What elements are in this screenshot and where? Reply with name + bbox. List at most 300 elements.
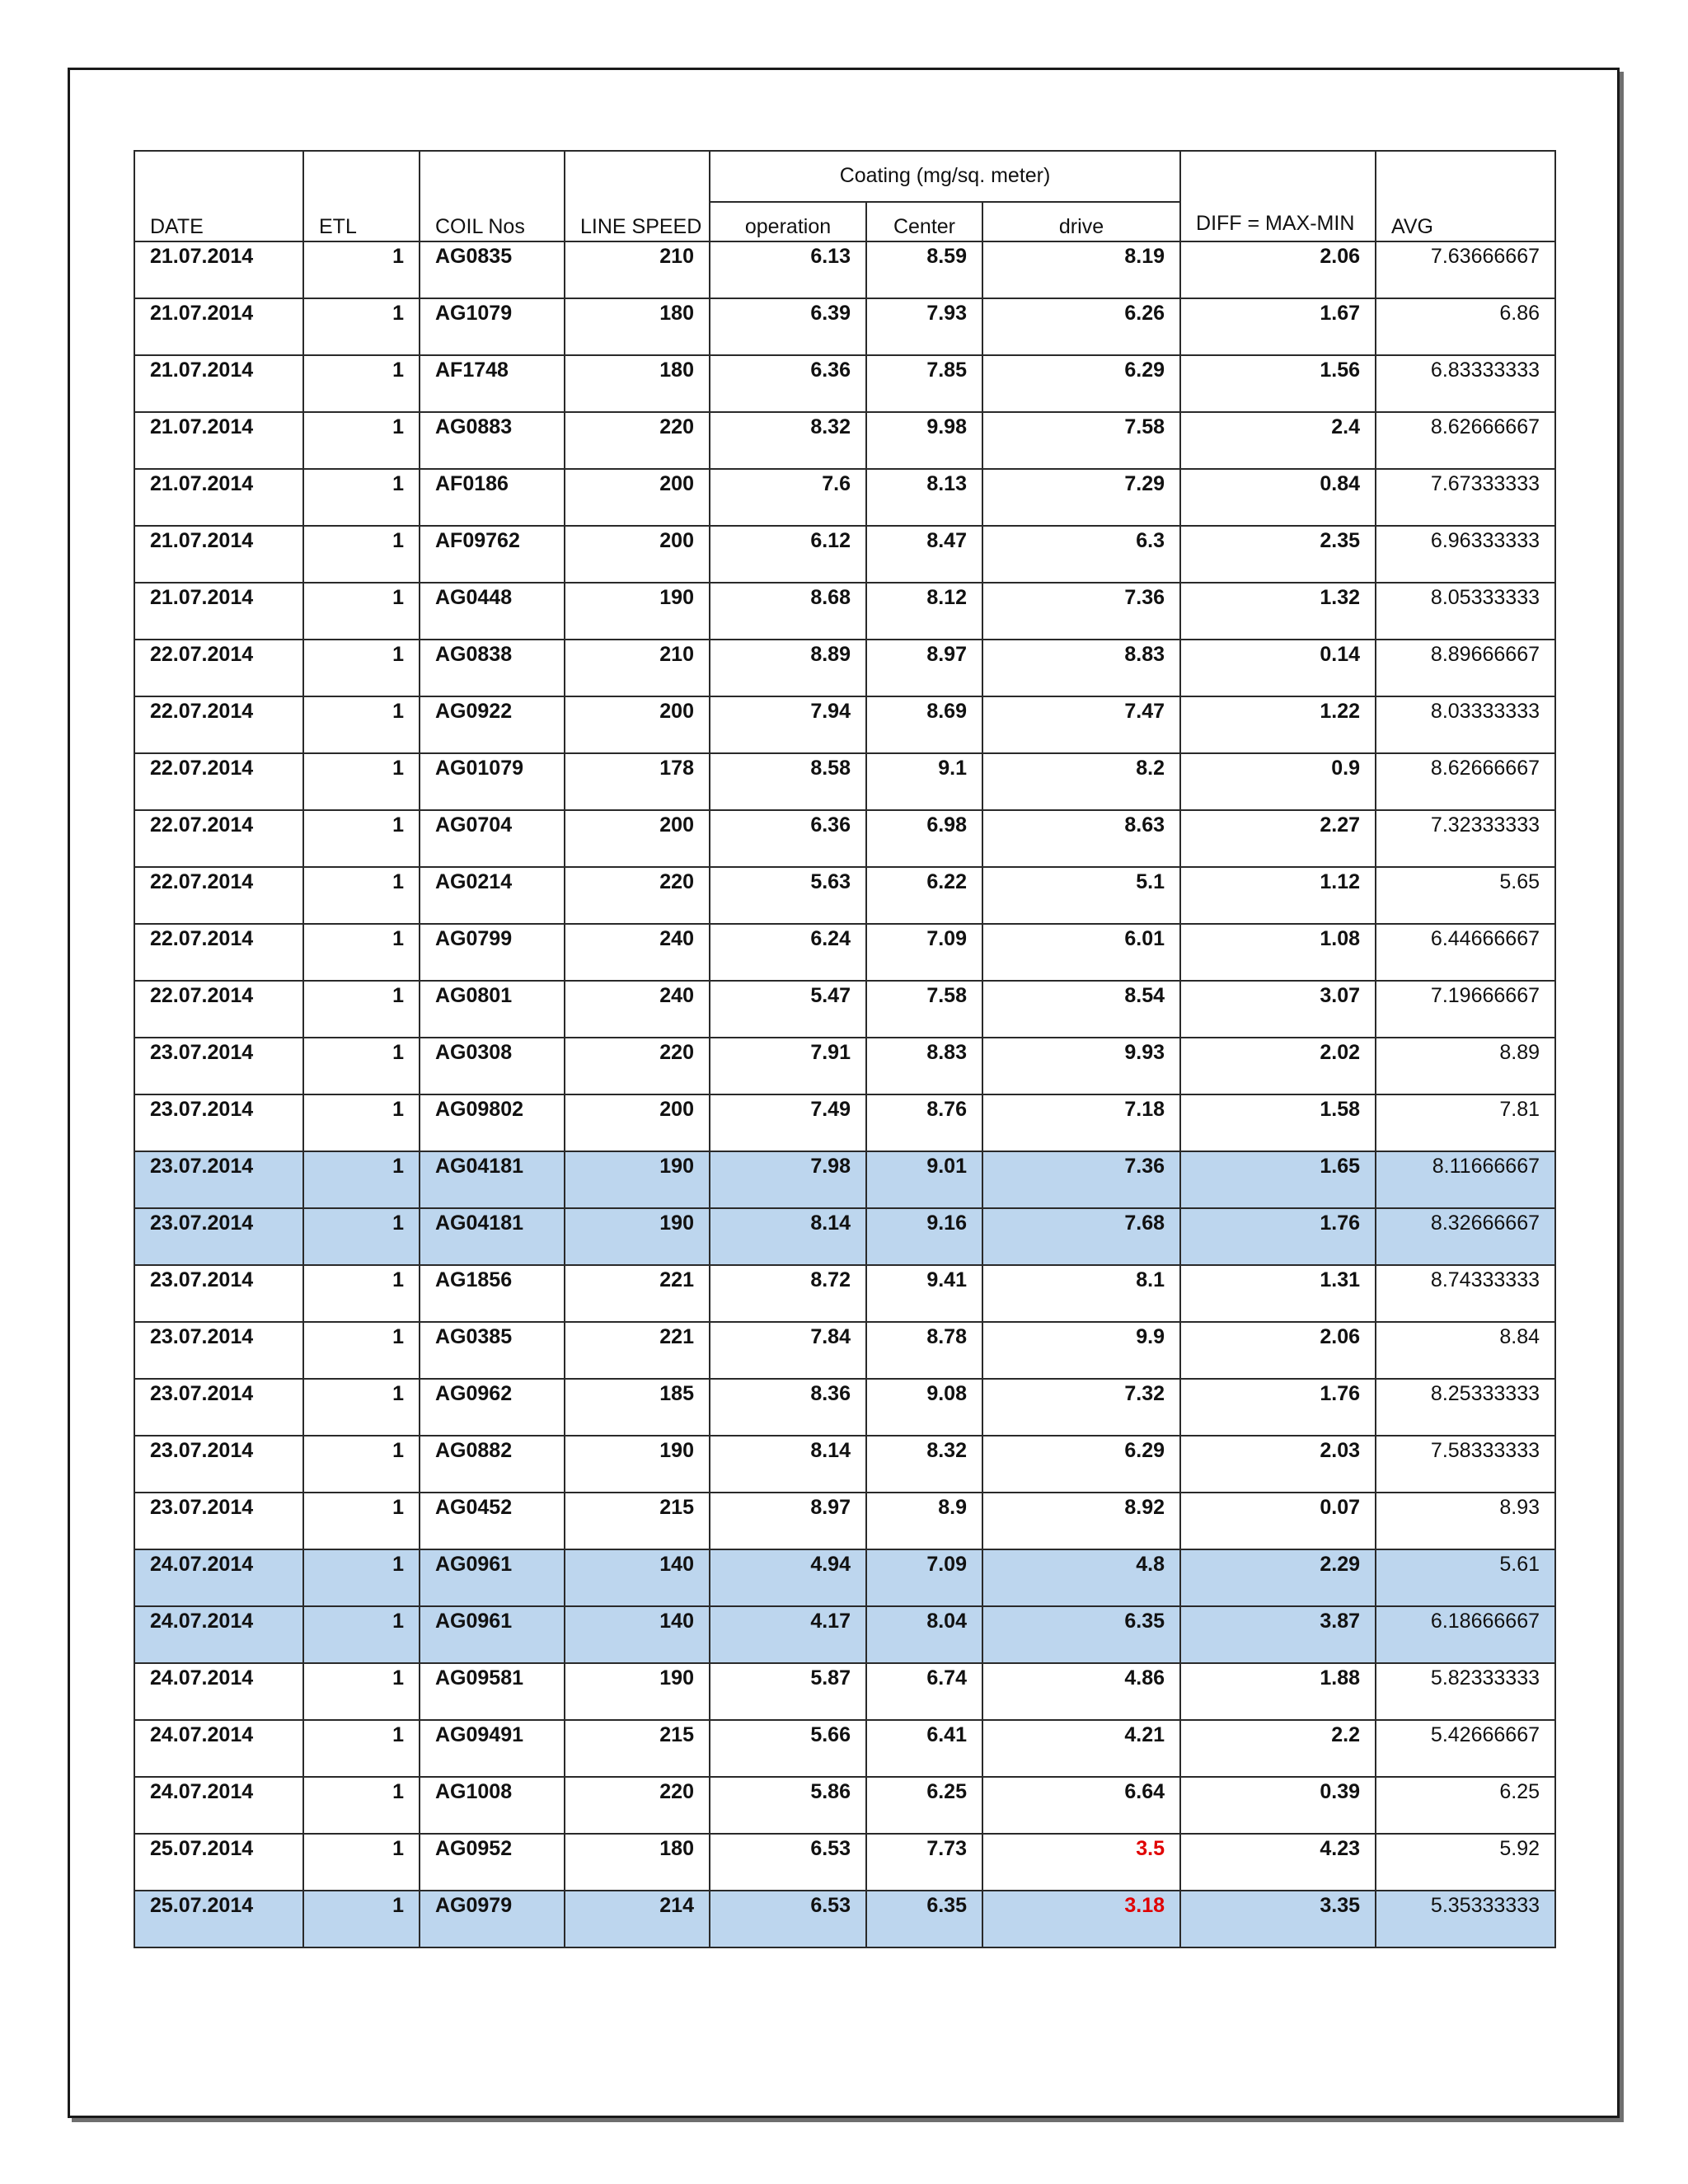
cell-avg: 8.03333333 <box>1376 696 1555 753</box>
cell-drive: 9.9 <box>982 1322 1180 1379</box>
cell-diff: 1.58 <box>1180 1094 1376 1151</box>
cell-coil-no: AG0952 <box>420 1834 565 1891</box>
table-row <box>134 412 1555 469</box>
cell-diff: 0.14 <box>1180 640 1376 696</box>
cell-coil-no: AG09491 <box>420 1720 565 1777</box>
cell-date: 25.07.2014 <box>134 1891 303 1947</box>
cell-drive: 7.32 <box>982 1379 1180 1436</box>
table-row <box>134 1094 1555 1151</box>
cell-drive: 6.3 <box>982 526 1180 583</box>
cell-coil-no: AG09581 <box>420 1663 565 1720</box>
cell-coil-no: AG1008 <box>420 1777 565 1834</box>
cell-line-speed: 178 <box>565 753 710 810</box>
cell-line-speed: 220 <box>565 1777 710 1834</box>
cell-line-speed: 190 <box>565 1208 710 1265</box>
cell-date: 21.07.2014 <box>134 355 303 412</box>
cell-line-speed: 180 <box>565 298 710 355</box>
table-row <box>134 1208 1555 1265</box>
header-date: DATE <box>134 151 303 241</box>
cell-line-speed: 185 <box>565 1379 710 1436</box>
table-row <box>134 753 1555 810</box>
cell-date: 21.07.2014 <box>134 583 303 640</box>
table-row <box>134 1663 1555 1720</box>
cell-date: 22.07.2014 <box>134 924 303 981</box>
table-row <box>134 1322 1555 1379</box>
cell-line-speed: 240 <box>565 924 710 981</box>
cell-etl: 1 <box>303 1151 420 1208</box>
cell-line-speed: 221 <box>565 1265 710 1322</box>
cell-coil-no: AG09802 <box>420 1094 565 1151</box>
cell-etl: 1 <box>303 1720 420 1777</box>
cell-avg: 6.18666667 <box>1376 1606 1555 1663</box>
table-row <box>134 1891 1555 1947</box>
cell-etl: 1 <box>303 1663 420 1720</box>
cell-date: 24.07.2014 <box>134 1777 303 1834</box>
cell-line-speed: 221 <box>565 1322 710 1379</box>
cell-date: 23.07.2014 <box>134 1208 303 1265</box>
cell-date: 21.07.2014 <box>134 469 303 526</box>
cell-diff: 1.22 <box>1180 696 1376 753</box>
cell-operation: 6.36 <box>710 355 866 412</box>
cell-avg: 5.92 <box>1376 1834 1555 1891</box>
cell-line-speed: 200 <box>565 810 710 867</box>
cell-operation: 6.39 <box>710 298 866 355</box>
cell-etl: 1 <box>303 241 420 298</box>
table-row <box>134 810 1555 867</box>
cell-avg: 8.93 <box>1376 1493 1555 1549</box>
cell-operation: 6.53 <box>710 1834 866 1891</box>
cell-line-speed: 200 <box>565 696 710 753</box>
cell-coil-no: AG0979 <box>420 1891 565 1947</box>
cell-coil-no: AG1856 <box>420 1265 565 1322</box>
cell-avg: 7.81 <box>1376 1094 1555 1151</box>
cell-drive: 6.26 <box>982 298 1180 355</box>
cell-line-speed: 180 <box>565 355 710 412</box>
cell-diff: 1.76 <box>1180 1208 1376 1265</box>
cell-drive: 6.29 <box>982 355 1180 412</box>
cell-center: 9.98 <box>866 412 982 469</box>
cell-line-speed: 200 <box>565 526 710 583</box>
cell-center: 9.1 <box>866 753 982 810</box>
cell-avg: 6.83333333 <box>1376 355 1555 412</box>
cell-avg: 6.86 <box>1376 298 1555 355</box>
cell-drive: 5.1 <box>982 867 1180 924</box>
cell-line-speed: 200 <box>565 1094 710 1151</box>
cell-etl: 1 <box>303 1436 420 1493</box>
cell-operation: 7.49 <box>710 1094 866 1151</box>
cell-diff: 2.2 <box>1180 1720 1376 1777</box>
cell-coil-no: AF1748 <box>420 355 565 412</box>
cell-diff: 0.84 <box>1180 469 1376 526</box>
cell-operation: 8.72 <box>710 1265 866 1322</box>
cell-operation: 8.89 <box>710 640 866 696</box>
cell-date: 21.07.2014 <box>134 298 303 355</box>
cell-line-speed: 140 <box>565 1606 710 1663</box>
cell-operation: 7.94 <box>710 696 866 753</box>
cell-center: 8.59 <box>866 241 982 298</box>
cell-etl: 1 <box>303 753 420 810</box>
cell-center: 6.35 <box>866 1891 982 1947</box>
cell-diff: 1.32 <box>1180 583 1376 640</box>
cell-drive: 4.8 <box>982 1549 1180 1606</box>
cell-diff: 1.65 <box>1180 1151 1376 1208</box>
cell-diff: 0.9 <box>1180 753 1376 810</box>
cell-coil-no: AG0838 <box>420 640 565 696</box>
table-row <box>134 1151 1555 1208</box>
cell-line-speed: 200 <box>565 469 710 526</box>
cell-etl: 1 <box>303 1208 420 1265</box>
cell-date: 22.07.2014 <box>134 867 303 924</box>
cell-etl: 1 <box>303 355 420 412</box>
cell-drive: 7.18 <box>982 1094 1180 1151</box>
cell-diff: 2.06 <box>1180 1322 1376 1379</box>
table-row <box>134 1265 1555 1322</box>
cell-drive: 3.5 <box>982 1834 1180 1891</box>
cell-avg: 7.58333333 <box>1376 1436 1555 1493</box>
cell-coil-no: AG04181 <box>420 1151 565 1208</box>
cell-line-speed: 190 <box>565 1436 710 1493</box>
cell-diff: 2.4 <box>1180 412 1376 469</box>
cell-center: 9.01 <box>866 1151 982 1208</box>
cell-operation: 6.53 <box>710 1891 866 1947</box>
table-row <box>134 583 1555 640</box>
cell-center: 7.09 <box>866 1549 982 1606</box>
cell-avg: 6.44666667 <box>1376 924 1555 981</box>
cell-operation: 7.84 <box>710 1322 866 1379</box>
header-avg: AVG <box>1376 151 1555 241</box>
header-diff: DIFF = MAX-MIN <box>1180 151 1376 241</box>
table-row <box>134 1038 1555 1094</box>
table-row <box>134 924 1555 981</box>
table-row <box>134 241 1555 298</box>
cell-center: 9.16 <box>866 1208 982 1265</box>
cell-coil-no: AG0961 <box>420 1549 565 1606</box>
table-row <box>134 1493 1555 1549</box>
cell-etl: 1 <box>303 1606 420 1663</box>
cell-date: 21.07.2014 <box>134 241 303 298</box>
cell-diff: 1.88 <box>1180 1663 1376 1720</box>
cell-center: 7.09 <box>866 924 982 981</box>
table-body <box>134 241 1555 1947</box>
cell-center: 8.69 <box>866 696 982 753</box>
cell-operation: 4.17 <box>710 1606 866 1663</box>
cell-coil-no: AG1079 <box>420 298 565 355</box>
cell-date: 23.07.2014 <box>134 1379 303 1436</box>
cell-center: 7.85 <box>866 355 982 412</box>
cell-diff: 3.07 <box>1180 981 1376 1038</box>
cell-operation: 4.94 <box>710 1549 866 1606</box>
cell-center: 6.74 <box>866 1663 982 1720</box>
table-row <box>134 526 1555 583</box>
cell-coil-no: AG0801 <box>420 981 565 1038</box>
cell-line-speed: 215 <box>565 1493 710 1549</box>
cell-operation: 6.13 <box>710 241 866 298</box>
cell-coil-no: AG0704 <box>420 810 565 867</box>
cell-avg: 6.25 <box>1376 1777 1555 1834</box>
table-row <box>134 1777 1555 1834</box>
cell-drive: 4.21 <box>982 1720 1180 1777</box>
cell-etl: 1 <box>303 298 420 355</box>
cell-coil-no: AG04181 <box>420 1208 565 1265</box>
cell-drive: 8.63 <box>982 810 1180 867</box>
header-coil: COIL Nos <box>420 151 565 241</box>
cell-coil-no: AG0214 <box>420 867 565 924</box>
table-row <box>134 298 1555 355</box>
cell-coil-no: AG0962 <box>420 1379 565 1436</box>
cell-drive: 8.1 <box>982 1265 1180 1322</box>
cell-etl: 1 <box>303 810 420 867</box>
cell-avg: 7.19666667 <box>1376 981 1555 1038</box>
table-row <box>134 1834 1555 1891</box>
cell-center: 8.76 <box>866 1094 982 1151</box>
cell-diff: 1.56 <box>1180 355 1376 412</box>
cell-diff: 2.27 <box>1180 810 1376 867</box>
cell-drive: 7.29 <box>982 469 1180 526</box>
cell-date: 22.07.2014 <box>134 753 303 810</box>
cell-drive: 7.58 <box>982 412 1180 469</box>
cell-operation: 6.12 <box>710 526 866 583</box>
cell-line-speed: 220 <box>565 1038 710 1094</box>
cell-etl: 1 <box>303 981 420 1038</box>
header-coating-group: Coating (mg/sq. meter) <box>710 151 1180 202</box>
cell-coil-no: AG01079 <box>420 753 565 810</box>
cell-line-speed: 220 <box>565 412 710 469</box>
cell-avg: 8.74333333 <box>1376 1265 1555 1322</box>
cell-operation: 8.14 <box>710 1436 866 1493</box>
header-drive: drive <box>982 202 1180 241</box>
cell-diff: 0.39 <box>1180 1777 1376 1834</box>
cell-etl: 1 <box>303 1493 420 1549</box>
cell-etl: 1 <box>303 526 420 583</box>
cell-etl: 1 <box>303 1891 420 1947</box>
cell-avg: 8.62666667 <box>1376 753 1555 810</box>
cell-etl: 1 <box>303 1549 420 1606</box>
cell-avg: 5.42666667 <box>1376 1720 1555 1777</box>
cell-diff: 2.03 <box>1180 1436 1376 1493</box>
cell-avg: 8.05333333 <box>1376 583 1555 640</box>
cell-drive: 6.01 <box>982 924 1180 981</box>
cell-date: 21.07.2014 <box>134 412 303 469</box>
cell-date: 24.07.2014 <box>134 1606 303 1663</box>
cell-operation: 5.86 <box>710 1777 866 1834</box>
cell-operation: 5.66 <box>710 1720 866 1777</box>
cell-coil-no: AG0882 <box>420 1436 565 1493</box>
cell-line-speed: 214 <box>565 1891 710 1947</box>
cell-coil-no: AG0452 <box>420 1493 565 1549</box>
cell-drive: 3.18 <box>982 1891 1180 1947</box>
cell-date: 24.07.2014 <box>134 1720 303 1777</box>
cell-date: 22.07.2014 <box>134 640 303 696</box>
cell-operation: 5.87 <box>710 1663 866 1720</box>
cell-drive: 7.47 <box>982 696 1180 753</box>
cell-avg: 7.67333333 <box>1376 469 1555 526</box>
cell-etl: 1 <box>303 1094 420 1151</box>
cell-avg: 8.89 <box>1376 1038 1555 1094</box>
cell-diff: 4.23 <box>1180 1834 1376 1891</box>
header-operation: operation <box>710 202 866 241</box>
cell-etl: 1 <box>303 469 420 526</box>
cell-date: 22.07.2014 <box>134 981 303 1038</box>
cell-drive: 8.19 <box>982 241 1180 298</box>
cell-line-speed: 190 <box>565 583 710 640</box>
cell-diff: 2.29 <box>1180 1549 1376 1606</box>
cell-drive: 6.35 <box>982 1606 1180 1663</box>
table-row <box>134 1379 1555 1436</box>
cell-etl: 1 <box>303 1777 420 1834</box>
cell-center: 8.04 <box>866 1606 982 1663</box>
cell-coil-no: AF09762 <box>420 526 565 583</box>
table-row <box>134 1549 1555 1606</box>
cell-line-speed: 220 <box>565 867 710 924</box>
cell-etl: 1 <box>303 696 420 753</box>
cell-avg: 8.89666667 <box>1376 640 1555 696</box>
cell-date: 22.07.2014 <box>134 696 303 753</box>
cell-operation: 7.98 <box>710 1151 866 1208</box>
cell-etl: 1 <box>303 412 420 469</box>
cell-avg: 8.62666667 <box>1376 412 1555 469</box>
cell-avg: 5.65 <box>1376 867 1555 924</box>
cell-avg: 5.82333333 <box>1376 1663 1555 1720</box>
cell-diff: 1.31 <box>1180 1265 1376 1322</box>
header-center: Center <box>866 202 982 241</box>
cell-line-speed: 240 <box>565 981 710 1038</box>
cell-diff: 1.08 <box>1180 924 1376 981</box>
cell-drive: 4.86 <box>982 1663 1180 1720</box>
cell-etl: 1 <box>303 640 420 696</box>
table-row <box>134 867 1555 924</box>
cell-coil-no: AG0883 <box>420 412 565 469</box>
cell-center: 9.08 <box>866 1379 982 1436</box>
cell-drive: 7.36 <box>982 1151 1180 1208</box>
cell-etl: 1 <box>303 1038 420 1094</box>
cell-coil-no: AG0835 <box>420 241 565 298</box>
cell-date: 23.07.2014 <box>134 1094 303 1151</box>
cell-diff: 1.76 <box>1180 1379 1376 1436</box>
cell-drive: 9.93 <box>982 1038 1180 1094</box>
cell-center: 8.9 <box>866 1493 982 1549</box>
cell-avg: 6.96333333 <box>1376 526 1555 583</box>
cell-operation: 8.97 <box>710 1493 866 1549</box>
cell-coil-no: AG0385 <box>420 1322 565 1379</box>
cell-date: 24.07.2014 <box>134 1549 303 1606</box>
cell-avg: 7.32333333 <box>1376 810 1555 867</box>
cell-line-speed: 140 <box>565 1549 710 1606</box>
cell-center: 6.22 <box>866 867 982 924</box>
cell-avg: 8.32666667 <box>1376 1208 1555 1265</box>
cell-line-speed: 210 <box>565 241 710 298</box>
cell-diff: 1.67 <box>1180 298 1376 355</box>
cell-center: 6.98 <box>866 810 982 867</box>
cell-date: 23.07.2014 <box>134 1436 303 1493</box>
cell-avg: 8.11666667 <box>1376 1151 1555 1208</box>
cell-etl: 1 <box>303 1834 420 1891</box>
cell-operation: 8.68 <box>710 583 866 640</box>
cell-center: 6.25 <box>866 1777 982 1834</box>
cell-center: 8.78 <box>866 1322 982 1379</box>
cell-diff: 3.87 <box>1180 1606 1376 1663</box>
cell-coil-no: AG0799 <box>420 924 565 981</box>
cell-drive: 8.2 <box>982 753 1180 810</box>
cell-drive: 8.92 <box>982 1493 1180 1549</box>
cell-drive: 6.29 <box>982 1436 1180 1493</box>
cell-avg: 8.25333333 <box>1376 1379 1555 1436</box>
cell-drive: 8.54 <box>982 981 1180 1038</box>
cell-operation: 7.91 <box>710 1038 866 1094</box>
cell-diff: 2.06 <box>1180 241 1376 298</box>
cell-center: 6.41 <box>866 1720 982 1777</box>
cell-date: 23.07.2014 <box>134 1151 303 1208</box>
cell-line-speed: 180 <box>565 1834 710 1891</box>
cell-date: 23.07.2014 <box>134 1038 303 1094</box>
cell-date: 21.07.2014 <box>134 526 303 583</box>
cell-coil-no: AG0961 <box>420 1606 565 1663</box>
table-row <box>134 640 1555 696</box>
cell-operation: 8.58 <box>710 753 866 810</box>
cell-center: 8.83 <box>866 1038 982 1094</box>
cell-operation: 6.24 <box>710 924 866 981</box>
cell-operation: 8.32 <box>710 412 866 469</box>
header-line-speed: LINE SPEED <box>565 151 710 241</box>
cell-operation: 5.63 <box>710 867 866 924</box>
cell-etl: 1 <box>303 867 420 924</box>
cell-line-speed: 190 <box>565 1151 710 1208</box>
cell-diff: 2.35 <box>1180 526 1376 583</box>
cell-coil-no: AG0448 <box>420 583 565 640</box>
cell-center: 7.73 <box>866 1834 982 1891</box>
cell-center: 9.41 <box>866 1265 982 1322</box>
cell-diff: 1.12 <box>1180 867 1376 924</box>
cell-center: 8.12 <box>866 583 982 640</box>
coating-data-table <box>134 150 1556 1948</box>
cell-center: 7.58 <box>866 981 982 1038</box>
cell-center: 8.47 <box>866 526 982 583</box>
cell-center: 8.13 <box>866 469 982 526</box>
cell-etl: 1 <box>303 1265 420 1322</box>
cell-operation: 7.6 <box>710 469 866 526</box>
cell-operation: 8.14 <box>710 1208 866 1265</box>
cell-coil-no: AF0186 <box>420 469 565 526</box>
table-row <box>134 981 1555 1038</box>
cell-avg: 5.35333333 <box>1376 1891 1555 1947</box>
cell-drive: 7.68 <box>982 1208 1180 1265</box>
cell-date: 22.07.2014 <box>134 810 303 867</box>
header-etl: ETL <box>303 151 420 241</box>
cell-drive: 6.64 <box>982 1777 1180 1834</box>
cell-line-speed: 190 <box>565 1663 710 1720</box>
cell-date: 25.07.2014 <box>134 1834 303 1891</box>
cell-etl: 1 <box>303 583 420 640</box>
cell-center: 8.97 <box>866 640 982 696</box>
cell-center: 7.93 <box>866 298 982 355</box>
cell-date: 23.07.2014 <box>134 1265 303 1322</box>
cell-diff: 0.07 <box>1180 1493 1376 1549</box>
table-row <box>134 355 1555 412</box>
cell-etl: 1 <box>303 924 420 981</box>
cell-avg: 5.61 <box>1376 1549 1555 1606</box>
cell-date: 23.07.2014 <box>134 1493 303 1549</box>
table-row <box>134 1720 1555 1777</box>
cell-operation: 8.36 <box>710 1379 866 1436</box>
table-row <box>134 696 1555 753</box>
cell-date: 24.07.2014 <box>134 1663 303 1720</box>
cell-coil-no: AG0308 <box>420 1038 565 1094</box>
cell-diff: 2.02 <box>1180 1038 1376 1094</box>
table-row <box>134 1436 1555 1493</box>
cell-etl: 1 <box>303 1322 420 1379</box>
cell-drive: 7.36 <box>982 583 1180 640</box>
cell-date: 23.07.2014 <box>134 1322 303 1379</box>
cell-diff: 3.35 <box>1180 1891 1376 1947</box>
